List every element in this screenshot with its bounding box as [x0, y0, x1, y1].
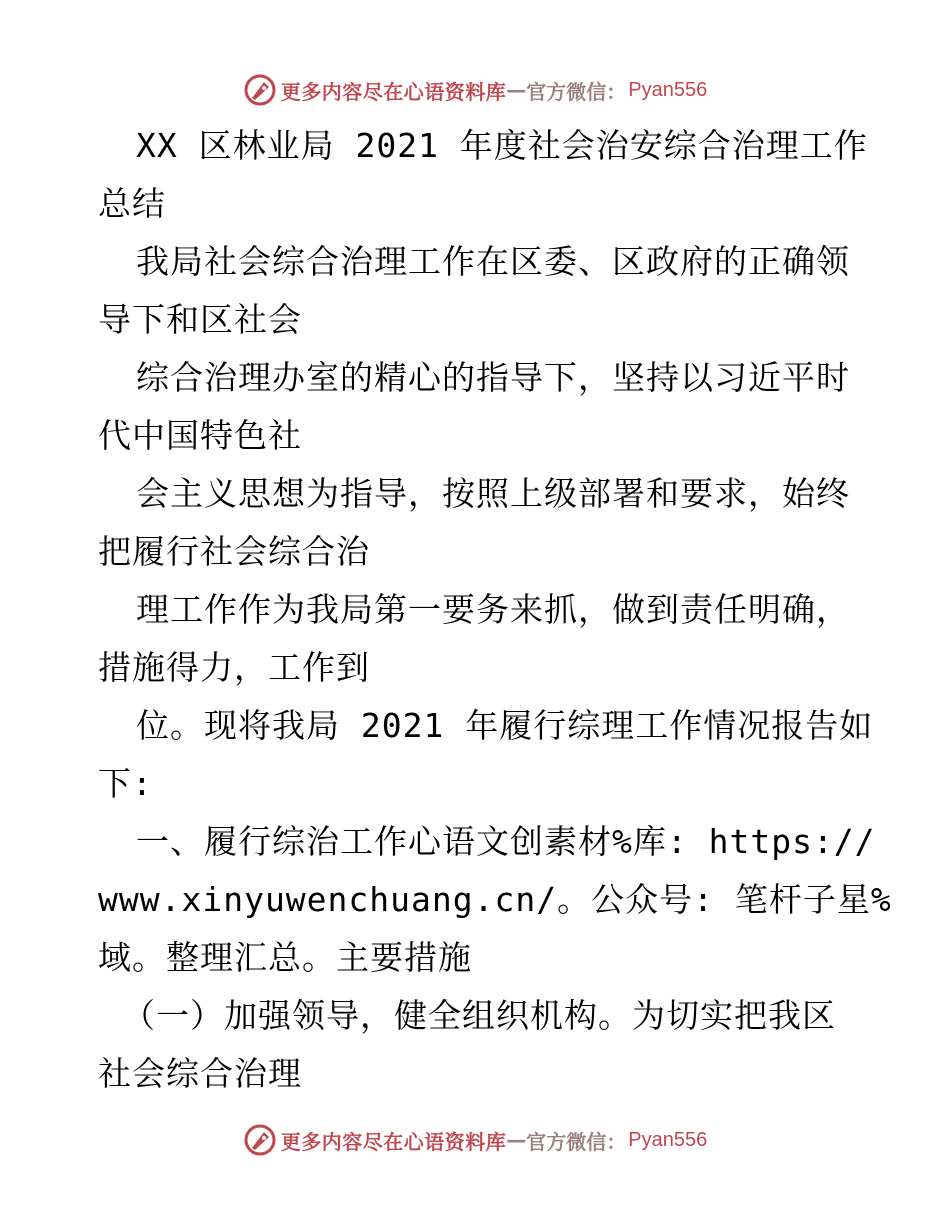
- banner-title: 更多内容尽在心语资料库: [280, 79, 507, 104]
- doc-line: 综合治理办室的精心的指导下，坚持以习近平时: [136, 358, 850, 397]
- banner-wechat-label: 官方微信：: [526, 79, 627, 104]
- banner-separator: —: [506, 78, 527, 102]
- doc-line: 导下和区社会: [98, 300, 302, 339]
- doc-line: 社会综合治理: [98, 1054, 302, 1093]
- banner-wechat-id: Pyan556: [628, 78, 708, 101]
- doc-line: 措施得力，工作到: [98, 648, 370, 687]
- doc-line: 位。现将我局 2021 年履行综理工作情况报告如: [136, 706, 874, 745]
- doc-title-line-1: XX 区林业局 2021 年度社会治安综合治理工作: [136, 126, 868, 165]
- doc-line: 会主义思想为指导，按照上级部署和要求，始终: [136, 474, 850, 513]
- doc-line: 理工作作为我局第一要务来抓，做到责任明确，: [136, 590, 850, 629]
- header-banner: [0, 70, 950, 110]
- banner-separator: —: [506, 1128, 527, 1152]
- doc-line: 代中国特色社: [98, 416, 302, 455]
- pen-nib-logo-icon: [243, 73, 277, 107]
- pen-nib-logo-icon: [243, 1123, 277, 1157]
- doc-line: 把履行社会综合治: [98, 532, 370, 571]
- document-body: [98, 117, 892, 1103]
- doc-line: 下:: [98, 764, 153, 803]
- doc-line: 我局社会综合治理工作在区委、区政府的正确领: [136, 242, 850, 281]
- doc-title-line-2: 总结: [98, 184, 166, 223]
- footer-banner: [0, 1120, 950, 1160]
- doc-line: www.xinyuwenchuang.cn/。公众号: 笔杆子星%: [98, 880, 892, 919]
- doc-line: 域。整理汇总。主要措施: [98, 938, 472, 977]
- banner-wechat-id: Pyan556: [628, 1128, 708, 1151]
- banner-wechat-label: 官方微信：: [526, 1129, 627, 1154]
- banner-title: 更多内容尽在心语资料库: [280, 1129, 507, 1154]
- doc-subsection-heading: （一）加强领导，健全组织机构。为切实把我区: [122, 996, 836, 1035]
- doc-section-heading: 一、履行综治工作心语文创素材%库: https://: [136, 822, 876, 861]
